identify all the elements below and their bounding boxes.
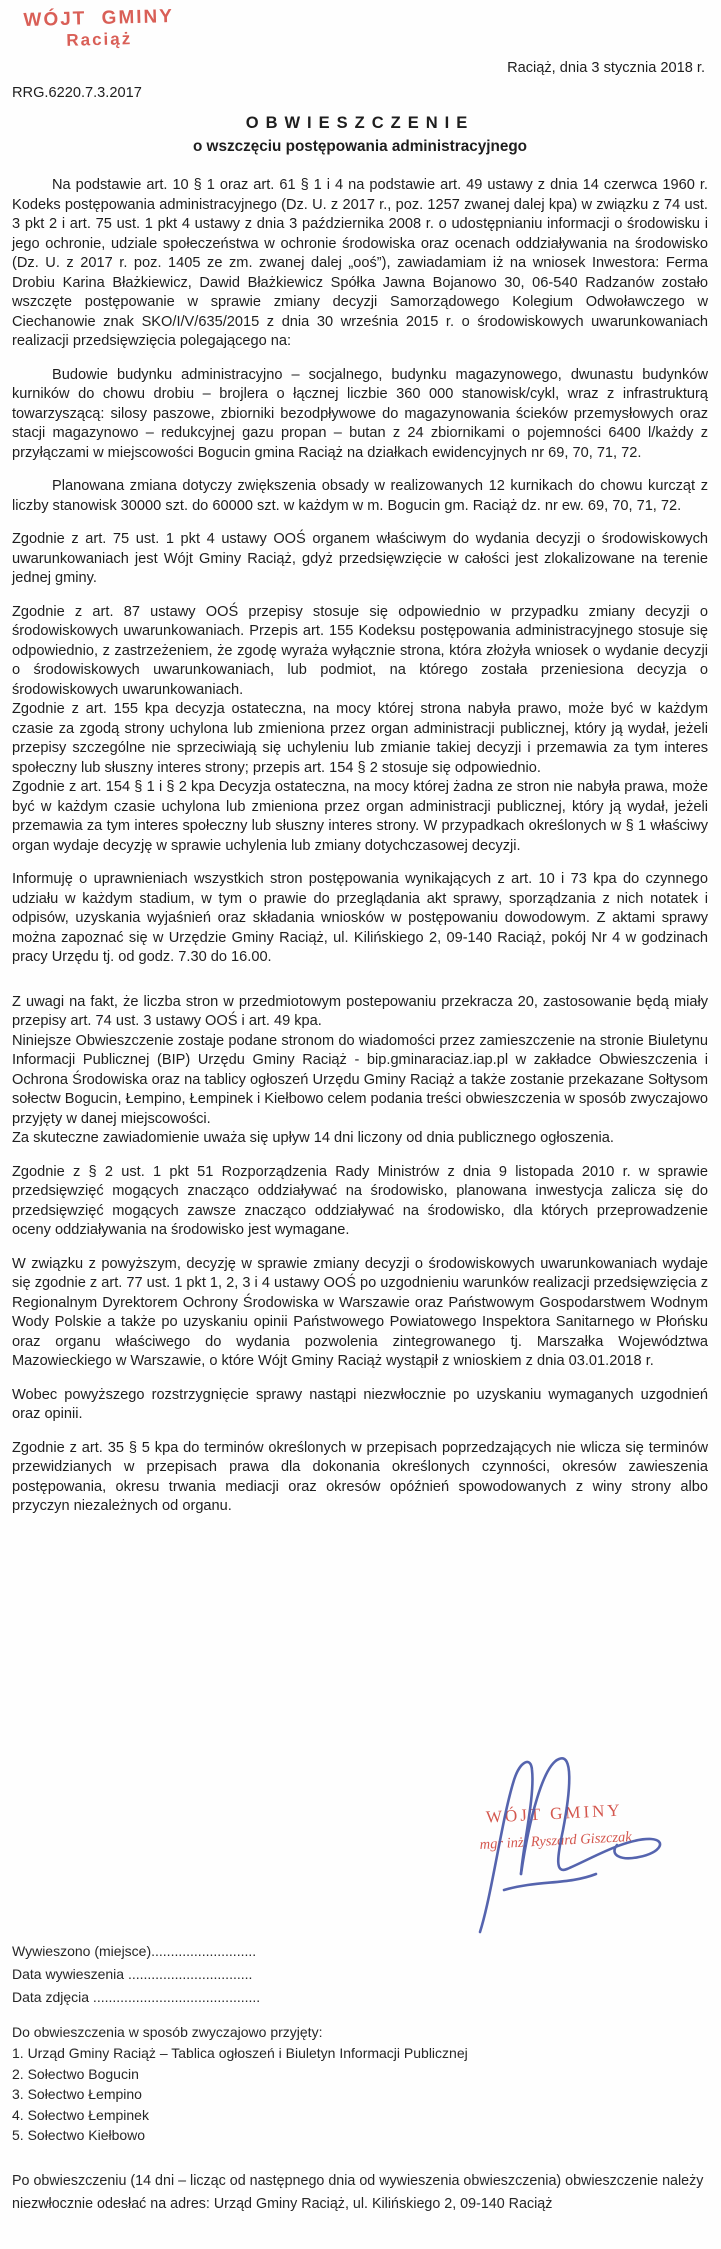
office-stamp-line2: Raciąż — [66, 28, 133, 50]
paragraph-14-days-notice: Za skuteczne zawiadomienie uważa się upływ 14 dni liczony od dnia publicznego ogłoszenia. — [12, 1130, 614, 1146]
distribution-item-4: 4. Sołectwo Łempinek — [12, 2106, 149, 2123]
document-body — [12, 114, 708, 1517]
distribution-heading: Do obwieszczenia w sposób zwyczajowo przyjęty: — [12, 2024, 323, 2040]
paragraph-publication-means: Niniejsze Obwieszczenie zostaje podane stronom do wiadomości przez zamieszczenie na stronie Biuletynu Informacji Publicznej (BIP) Urzędu Gminy Raciąż - bip.gminaraciaz.iap.pl w zakładce Obwieszczenia i Ochrona Środowiska oraz na tablicy ogłoszeń Urzędu Gminy Raciąż a także zostanie przekazane Sołtysom sołectw Bogucin, Łempino, Łempinek i Kiełbowo celem podania treści obwieszczenia w sposób zwyczajowo przyjęty w danej miejscowości. — [12, 1032, 708, 1127]
posting-place-field: Wywieszono (miejsce)........................... — [12, 1943, 257, 1959]
signatory-name: mgr inż. Ryszard Giszczak — [479, 1829, 633, 1853]
paragraph-resolution-timing: Wobec powyższego rozstrzygnięcie sprawy nastąpi niezwłocznie po uzyskaniu wymaganych uzgodnień oraz opinii. — [12, 1386, 708, 1422]
signatory-title: WÓJT GMINY — [485, 1800, 624, 1827]
document-footer — [12, 1940, 707, 2216]
office-stamp — [13, 6, 184, 52]
posting-date-field: Data wywieszenia ................................ — [12, 1966, 253, 1982]
document-subtitle: o wszczęciu postępowania administracyjnego — [192, 138, 528, 155]
office-stamp-line1: WÓJT GMINY — [23, 6, 175, 31]
reference-number: RRG.6220.7.3.2017 — [12, 85, 142, 101]
paragraph-parties-rights: Informuję o uprawnieniach wszystkich stron postępowania wynikających z art. 10 i 73 kpa do czynnego udziału w każdym stadium, w tym o prawie do przeglądania akt sprawy, sporządzania z nich notatek i odpisów, uzyskania wyjaśnień oraz składania wniosków w postępowaniu dowodowym. Z aktami sprawy można zapoznać się w Urzędzie Gminy Raciąż, ul. Kilińskiego 2, 09-140 Raciąż, pokój Nr 4 w godzinach pracy Urzędu tj. od godz. 7.30 do 16.00. — [12, 871, 708, 965]
paragraph-over-20-parties: Z uwagi na fakt, że liczba stron w przedmiotowym postepowaniu przekracza 20, zastosowanie będą miały przepisy art. 74 ust. 3 ustawy OOŚ i art. 49 kpa. — [12, 993, 708, 1029]
distribution-item-3: 3. Sołectwo Łempino — [12, 2086, 142, 2102]
paragraph-art-154: Zgodnie z art. 154 § 1 i § 2 kpa Decyzja ostateczna, na mocy której żadna ze stron nie nabyła prawa, może być w każdym czasie uchylona lub zmieniona przez organ administracji publicznej, który ją wydał, jeżeli przemawia za tym interes społeczny lub słuszny interes strony. W przypadkach określonych w § 1 właściwy organ wydaje decyzję w sprawie uchylenia lub zmiany dotychczasowej decyzji. — [12, 779, 708, 854]
return-instruction-note: Po obwieszczeniu (14 dni – licząc od następnego dnia od wywieszenia obwieszczenia) obwieszczenie należy niezwłocznie odesłać na adres: Urząd Gminy Raciąż, ul. Kilińskiego 2, 09-140 Raciąż — [12, 2172, 704, 2212]
signature-block — [410, 1752, 700, 1937]
paragraph-competent-authority: Zgodnie z art. 75 ust. 1 pkt 4 ustawy OOŚ organem właściwym do wydania decyzji o środowiskowych uwarunkowaniach jest Wójt Gminy Raciąż, gdyż przedsięwzięcie w całości jest zlokalizowane na terenie jednej gminy. — [12, 531, 708, 586]
paragraph-project-description: Budowie budynku administracyjno – socjalnego, budynku magazynowego, dwunastu budynków kurników do chowu drobiu – brojlera o łącznej liczbie 360 000 stanowisk/cykl, wraz z infrastrukturą towarzyszącą: silosy paszowe, zbiorniki bezodpływowe do magazynowania ścieków przemysłowych oraz stacji magazynowo – redukcyjnej gazu propan – butan z 24 zbiornikami o pojemności 6400 l/każdy z przyłączami w miejscowości Bogucin gmina Raciąż na działkach ewidencyjnych nr 69, 70, 71, 72. — [12, 366, 708, 461]
place-date-line: Raciąż, dnia 3 stycznia 2018 r. — [507, 60, 705, 76]
removal-date-field: Data zdjęcia ........................................... — [12, 1989, 261, 2005]
distribution-item-5: 5. Sołectwo Kiełbowo — [12, 2127, 146, 2143]
paragraph-planned-change: Planowana zmiana dotyczy zwiększenia obsady w realizowanych 12 kurnikach do chowu kurcząt z liczby stanowisk 30000 szt. do 60000 szt. w każdym w m. Bogucin gm. Raciąż dz. nr ew. 69, 70, 71, 72. — [12, 478, 708, 514]
paragraph-legal-basis: Na podstawie art. 10 § 1 oraz art. 61 § 1 i 4 na podstawie art. 49 ustawy z dnia 14 czerwca 1960 r. Kodeks postępowania administracyjnego (Dz. U. z 2017 r., poz. 1257 zwanej dalej kpa) w związku z 74 ust. 3 pkt 2 i art. 75 ust. 1 pkt 4 ustawy z dnia 3 października 2008 r. o udostępnianiu informacji o środowisku i jego ochronie, udziale społeczeństwa w ochronie środowiska oraz ocenach oddziaływania na środowisko (Dz. U. z 2017 r. poz. 1405 ze zm. zwanej dalej „ooś”), zawiadamiam iż na wniosek Inwestora: Ferma Drobiu Karina Błażkiewicz, Dawid Błażkiewicz Spółka Jawna Bojanowo 30, 06-540 Radzanów zostało wszczęte postępowanie w sprawie zmiany decyzji Samorządowego Kolegium Odwoławczego w Ciechanowie znak SKO/I/V/635/2015 z dnia 30 września 2015 r. o środowiskowych uwarunkowaniach realizacji przedsięwzięcia polegającego na: — [12, 177, 708, 349]
distribution-item-2: 2. Sołectwo Bogucin — [12, 2065, 139, 2082]
document-title: OBWIESZCZENIE — [245, 114, 475, 132]
paragraph-regulation-51: Zgodnie z § 2 ust. 1 pkt 51 Rozporządzenia Rady Ministrów z dnia 9 listopada 2010 r. w sprawie przedsięwzięć mogących znacząco oddziaływać na środowisko, planowana inwestycja zalicza się do przedsięwzięć mogących zawsze znacząco oddziaływać na środowisko, dla których przeprowadzenie oceny oddziaływania na środowisko jest wymagane. — [12, 1163, 708, 1238]
handwritten-signature-icon — [410, 1752, 700, 1937]
distribution-item-1: 1. Urząd Gminy Raciąż – Tablica ogłoszeń i Biuletyn Informacji Publicznej — [12, 2045, 468, 2061]
paragraph-art-155: Zgodnie z art. 155 kpa decyzja ostateczna, na mocy której strona nabyła prawo, może być w każdym czasie za zgodą strony uchylona lub zmieniona przez organ administracji publicznej, który ją wydał, jeżeli przepisy szczególne nie sprzeciwiają się uchyleniu lub zmianie takiej decyzji i przemawia za tym interes społeczny lub słuszny interes strony; przepis art. 154 § 2 stosuje się odpowiednio. — [12, 701, 708, 776]
paragraph-consultations: W związku z powyższym, decyzję w sprawie zmiany decyzji o środowiskowych uwarunkowaniach wydaje się zgodnie z art. 77 ust. 1 pkt 1, 2, 3 i 4 ustawy OOŚ po uzgodnieniu warunków realizacji przedsięwzięcia z Regionalnym Dyrektorem Ochrony Środowiska w Warszawie oraz Państwowym Gospodarstwem Wodnym Wody Polskie a także po uzyskaniu opinii Państwowego Powiatowego Inspektora Sanitarnego w Płońsku oraz organu właściwego do wydania pozwolenia zintegrowanego tj. Marszałka Województwa Mazowieckiego w Warszawie, o które Wójt Gminy Raciąż wystąpił z wnioskiem z dnia 03.01.2018 r. — [12, 1255, 708, 1369]
paragraph-art-35-terms: Zgodnie z art. 35 § 5 kpa do terminów określonych w przepisach poprzedzających nie wlicza się terminów przewidzianych w przepisach prawa dla dokonania określonych czynności, okresów zawieszenia postępowania, okresu trwania mediacji oraz okresów opóźnień spowodowanych z winy strony albo przyczyn niezależnych od organu. — [12, 1439, 708, 1514]
paragraph-art-87: Zgodnie z art. 87 ustawy OOŚ przepisy stosuje się odpowiednio w przypadku zmiany decyzji o środowiskowych uwarunkowaniach. Przepis art. 155 Kodeksu postępowania administracyjnego stosuje się odpowiednio, z zastrzeżeniem, że zgodę wyraża wyłącznie strona, która złożyła wniosek o wydanie decyzji o środowiskowych uwarunkowaniach, lub podmiot, na którego została przeniesiona decyzja o środowiskowych uwarunkowaniach. — [12, 603, 708, 698]
